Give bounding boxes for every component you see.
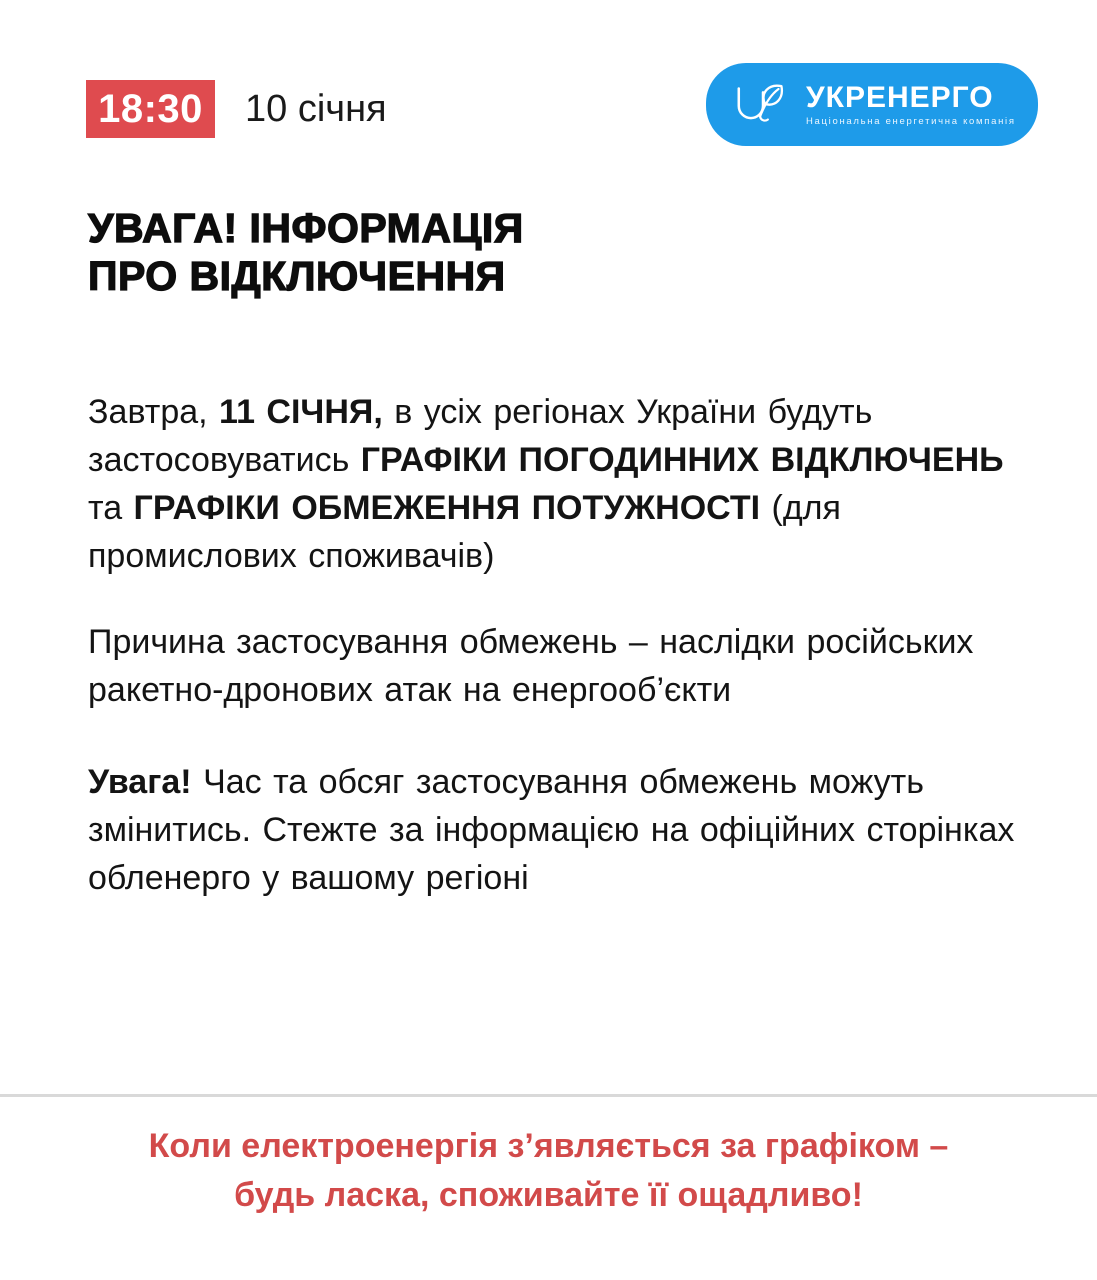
text-segment: (для промислових споживачів) [88, 489, 841, 575]
footer-line-2: будь ласка, споживайте її ощадливо! [234, 1176, 863, 1214]
time-badge: 18:30 [86, 80, 215, 138]
text-segment: Завтра, [88, 393, 220, 431]
date-label: 10 січня [245, 87, 387, 130]
text-segment: в усіх регіонах України будуть застосовуватись [88, 393, 873, 479]
header [86, 80, 387, 138]
page-title [88, 204, 524, 300]
ukrenergo-logo [706, 63, 1038, 146]
page-title-line-1: УВАГА! ІНФОРМАЦІЯ [88, 205, 524, 251]
logo-subtitle: Національна енергетична компанія [806, 115, 1016, 127]
bold-text-segment: 11 СІЧНЯ, [219, 393, 383, 431]
logo-name: УКРЕНЕРГО [806, 80, 994, 114]
footer-line-1: Коли електроенергія з’являється за графіком – [148, 1127, 949, 1165]
bold-text-segment: ГРАФІКИ ПОГОДИННИХ ВІДКЛЮЧЕНЬ [360, 441, 1004, 479]
text-segment: Час та обсяг застосування обмежень можуть змінитись. Стежте за інформацією на офіційних сторінках обленерго у вашому регіоні [88, 763, 1015, 897]
logo-text [806, 80, 1016, 127]
paragraph-reason [88, 618, 1023, 714]
text-segment: Причина застосування обмежень – наслідки російських ракетно-дронових атак на енергооб’єкти [88, 623, 974, 709]
footer-message [0, 1122, 1097, 1220]
paragraph-warning [88, 758, 1023, 902]
footer-divider [0, 1094, 1097, 1097]
page-title-line-2: ПРО ВІДКЛЮЧЕННЯ [88, 253, 506, 299]
text-segment: та [88, 489, 134, 527]
ukrenergo-leaf-icon [732, 79, 794, 131]
bold-text-segment: Увага! [88, 763, 192, 801]
bold-text-segment: ГРАФІКИ ОБМЕЖЕННЯ ПОТУЖНОСТІ [133, 489, 761, 527]
paragraph-schedule-info [88, 388, 1023, 580]
